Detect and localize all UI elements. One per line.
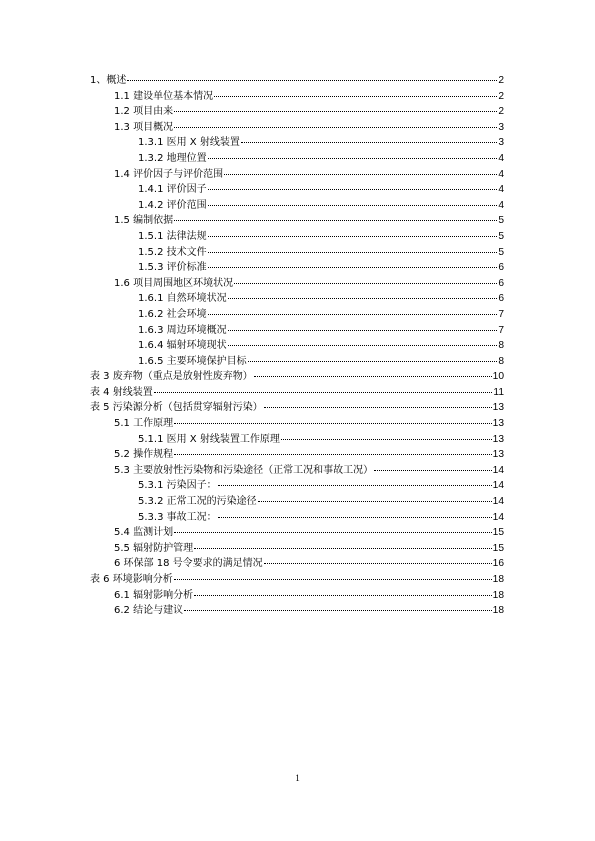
toc-entry-label: 1.5.1 法律法规 <box>138 230 207 242</box>
toc-dot-leader <box>174 117 497 128</box>
toc-entry-label: 1.1 建设单位基本情况 <box>114 90 214 102</box>
toc-entry-label: 5.3 主要放射性污染物和污染途径（正常工况和事故工况） <box>114 464 374 476</box>
toc-entry-page: 5 <box>498 246 504 258</box>
toc-entry-page: 3 <box>498 121 504 133</box>
toc-entry-label: 1.6.1 自然环境状况 <box>138 293 227 305</box>
toc-entry-label: 6 环保部 18 号令要求的满足情况 <box>114 558 263 570</box>
toc-entry-label: 1.5.2 技术文件 <box>138 246 207 258</box>
toc-dot-leader <box>248 351 498 362</box>
toc-dot-leader <box>281 429 492 440</box>
toc-entry-page: 14 <box>492 480 504 492</box>
toc-entry-label: 1.4.2 评价范围 <box>138 199 207 211</box>
toc-entry-label: 5.3.1 污染因子： <box>138 480 217 492</box>
toc-entry-page: 13 <box>492 418 504 430</box>
toc-entry-page: 8 <box>498 355 504 367</box>
toc-dot-leader <box>174 569 492 580</box>
toc-entry-label: 1.6.4 辐射环境现状 <box>138 340 227 352</box>
toc-entry-page: 6 <box>498 277 504 289</box>
toc-entry-label: 5.3.3 事故工况： <box>138 511 217 523</box>
toc-entry-label: 1、概述 <box>90 75 127 86</box>
toc-entry-label: 表 5 污染源分析（包括贯穿辐射污染） <box>90 402 263 414</box>
toc-dot-leader <box>174 413 492 424</box>
toc-entry-label: 6.1 辐射影响分析 <box>114 589 194 601</box>
toc-entry-label: 5.3.2 正常工况的污染途径 <box>138 496 257 508</box>
toc-dot-leader <box>174 210 497 221</box>
toc-entry-label: 1.6.3 周边环境概况 <box>138 324 227 336</box>
toc-dot-leader <box>127 70 497 81</box>
toc-dot-leader <box>208 148 498 159</box>
toc-entry[interactable] <box>90 602 504 618</box>
toc-entry-page: 15 <box>492 542 504 554</box>
toc-dot-leader <box>214 86 497 97</box>
toc-entry-label: 1.3.1 医用 X 射线装置 <box>138 137 240 149</box>
toc-entry-label: 1.6 项目周围地区环境状况 <box>114 277 234 289</box>
toc-entry-label: 1.2 项目由来 <box>114 106 174 118</box>
toc-dot-leader <box>208 304 498 315</box>
toc-dot-leader <box>208 226 498 237</box>
toc-dot-leader <box>224 164 497 175</box>
toc-dot-leader <box>194 538 492 549</box>
toc-entry-label: 表 3 废弃物（重点是放射性废弃物） <box>90 371 253 383</box>
toc-entry-page: 18 <box>492 589 504 601</box>
table-of-contents <box>90 72 504 618</box>
toc-dot-leader <box>264 553 492 564</box>
toc-entry-page: 14 <box>492 464 504 476</box>
toc-dot-leader <box>228 335 498 346</box>
toc-entry-page: 14 <box>492 511 504 523</box>
toc-entry-label: 1.5 编制依据 <box>114 215 174 227</box>
toc-entry-page: 4 <box>498 184 504 196</box>
toc-dot-leader <box>228 288 498 299</box>
toc-entry-page: 2 <box>498 90 504 102</box>
toc-dot-leader <box>218 507 492 518</box>
toc-entry-label: 6.2 结论与建议 <box>114 605 184 617</box>
toc-entry-page: 8 <box>498 340 504 352</box>
toc-entry-label: 1.6.2 社会环境 <box>138 308 207 320</box>
toc-entry-page: 7 <box>498 324 504 336</box>
toc-dot-leader <box>194 585 492 596</box>
toc-entry-page: 16 <box>492 558 504 570</box>
toc-entry-label: 1.6.5 主要环境保护目标 <box>138 355 247 367</box>
toc-entry-page: 5 <box>498 215 504 227</box>
toc-entry-label: 1.4.1 评价因子 <box>138 184 207 196</box>
toc-dot-leader <box>208 257 498 268</box>
toc-entry-page: 15 <box>492 527 504 539</box>
toc-dot-leader <box>264 397 492 408</box>
toc-entry-page: 4 <box>498 168 504 180</box>
toc-entry-page: 4 <box>498 152 504 164</box>
toc-entry-page: 18 <box>492 574 504 585</box>
toc-entry-page: 13 <box>492 449 504 461</box>
toc-entry-page: 5 <box>498 230 504 242</box>
toc-entry-page: 14 <box>492 496 504 508</box>
toc-dot-leader <box>174 444 492 455</box>
toc-entry-label: 表 6 环境影响分析 <box>90 574 173 585</box>
page-number: 1 <box>295 773 300 783</box>
toc-entry-page: 13 <box>492 402 504 414</box>
toc-entry-page: 2 <box>498 75 504 86</box>
toc-dot-leader <box>218 475 492 486</box>
toc-entry-page: 3 <box>498 137 504 149</box>
toc-entry-page: 6 <box>498 293 504 305</box>
toc-entry-label: 1.3 项目概况 <box>114 121 174 133</box>
toc-dot-leader <box>184 600 492 611</box>
toc-entry-page: 10 <box>492 371 504 383</box>
toc-dot-leader <box>154 382 493 393</box>
toc-entry-label: 1.3.2 地理位置 <box>138 152 207 164</box>
toc-dot-leader <box>234 273 497 284</box>
toc-entry-page: 11 <box>493 386 504 398</box>
toc-entry-label: 表 4 射线装置 <box>90 386 153 398</box>
toc-entry-page: 7 <box>498 308 504 320</box>
toc-entry-label: 5.5 辐射防护管理 <box>114 542 194 554</box>
toc-entry-label: 5.1.1 医用 X 射线装置工作原理 <box>138 433 280 445</box>
toc-entry-page: 2 <box>498 106 504 118</box>
toc-dot-leader <box>208 179 498 190</box>
toc-entry-page: 18 <box>492 605 504 617</box>
toc-dot-leader <box>174 101 497 112</box>
toc-entry-page: 4 <box>498 199 504 211</box>
toc-dot-leader <box>228 320 498 331</box>
toc-dot-leader <box>258 491 492 502</box>
toc-dot-leader <box>254 366 492 377</box>
toc-dot-leader <box>208 195 498 206</box>
toc-entry-label: 5.4 监测计划 <box>114 527 174 539</box>
toc-dot-leader <box>208 242 498 253</box>
toc-entry-label: 5.1 工作原理 <box>114 418 174 430</box>
toc-dot-leader <box>374 460 492 471</box>
toc-entry-label: 1.5.3 评价标准 <box>138 262 207 274</box>
toc-entry-label: 1.4 评价因子与评价范围 <box>114 168 224 180</box>
toc-entry-page: 6 <box>498 262 504 274</box>
toc-dot-leader <box>241 132 497 143</box>
toc-entry-page: 13 <box>492 433 504 445</box>
toc-dot-leader <box>174 522 492 533</box>
toc-entry-label: 5.2 操作规程 <box>114 449 174 461</box>
